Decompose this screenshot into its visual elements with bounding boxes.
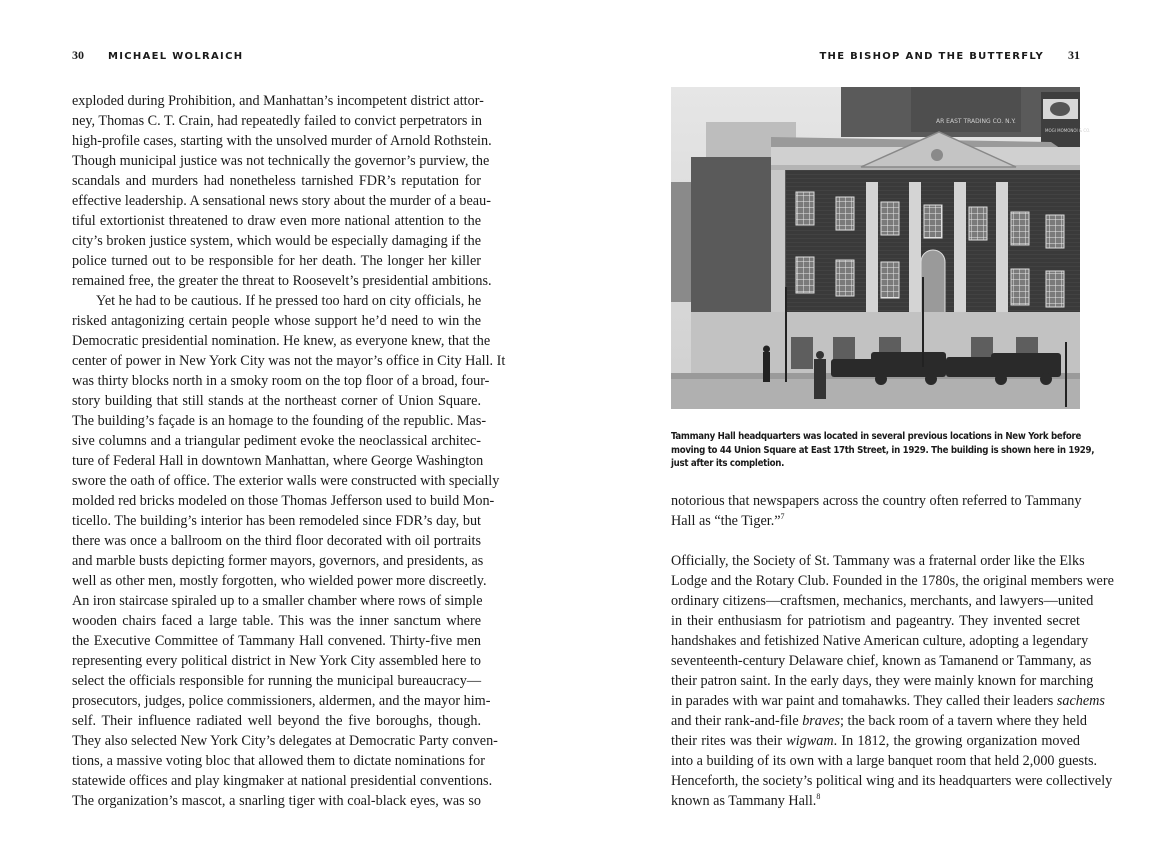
text-line: exploded during Prohibition, and Manhattan’s incompetent district attor-	[72, 93, 484, 109]
text-line: their patron saint. In the early days, they were mainly known for marching	[671, 673, 1094, 689]
italic-term-wigwam: wigwam	[786, 733, 834, 749]
footnote-marker-7[interactable]: 7	[780, 512, 785, 521]
building-illustration	[671, 87, 1091, 409]
text-line: An iron staircase spiraled up to a smaller chamber where rows of simple	[72, 593, 483, 609]
text-line: swore the oath of office. The exterior walls were constructed with specially	[72, 473, 500, 489]
footnote-marker-8[interactable]: 8	[816, 792, 821, 801]
italic-term-sachems: sachems	[1056, 693, 1105, 709]
text-line: center of power in New York City was not the mayor’s office in City Hall. It	[72, 353, 506, 369]
sign-trading-co: AR EAST TRADING CO. N.Y.	[936, 118, 1016, 125]
text-line: police turned out to be responsible for her death. The longer her killer	[72, 253, 481, 269]
text-line: in their enthusiasm for patriotism and pageantry. They invented secret	[671, 613, 1080, 629]
text-line	[671, 711, 1088, 731]
text-run: . In 1812, the growing organization moved	[833, 733, 1080, 749]
text-run: in parades with war paint and tomahawks. They called their leaders	[671, 693, 1057, 709]
right-page	[671, 0, 1114, 864]
right-running-head	[819, 48, 1080, 63]
running-head-book-title: THE BISHOP AND THE BUTTERFLY	[819, 51, 1044, 62]
text-line: Yet he had to be cautious. If he pressed too hard on city officials, he	[96, 293, 482, 309]
text-line: tions, a massive voting bloc that allowed them to dictate nominations for	[72, 753, 485, 769]
text-line: story building that still stands at the northeast corner of Union Square.	[72, 393, 481, 409]
text-line: The organization’s mascot, a snarling tiger with coal-black eyes, was so	[72, 793, 481, 809]
text-line: ney, Thomas C. T. Crain, had repeatedly failed to convict perpetrators in	[72, 113, 482, 129]
text-line: handshakes and fetishized Native American culture, adopting a legendary	[671, 633, 1089, 649]
text-line: wooden chairs faced a large table. This was the inner sanctum where	[72, 613, 481, 629]
page-number-left: 30	[72, 48, 84, 62]
text-run: known as Tammany Hall.	[671, 793, 817, 809]
tammany-hall-photo	[671, 87, 1091, 409]
left-running-head	[72, 48, 243, 63]
left-page	[72, 0, 506, 864]
text-line: ordinary citizens—craftsmen, mechanics, merchants, and lawyers—united	[671, 593, 1094, 609]
text-line: Henceforth, the society’s political wing and its headquarters were collectively	[671, 773, 1113, 789]
officially-paragraph	[671, 551, 1114, 811]
text-line: Hall as “the Tiger.”$^7$	[671, 512, 785, 529]
italic-term-braves: braves	[802, 713, 841, 729]
page-number-right: 31	[1068, 48, 1080, 62]
running-head-author: MICHAEL WOLRAICH	[108, 51, 244, 62]
text-line: representing every political district in New York City assembled here to	[72, 653, 481, 669]
text-line: select the officials responsible for running the municipal bureaucracy—	[72, 673, 481, 689]
text-line: the Executive Committee of Tammany Hall convened. Thirty-five men	[72, 633, 481, 649]
text-line: city’s broken justice system, which would be especially damaging if the	[72, 233, 481, 249]
caption-line: Tammany Hall headquarters was located in several previous locations in New York before	[671, 431, 1082, 442]
left-body-text	[72, 91, 506, 811]
text-line	[671, 731, 1080, 751]
text-line	[671, 691, 1105, 711]
text-line: seventeenth-century Delaware chief, known as Tamanend or Tammany, as	[671, 653, 1092, 669]
text-line: notorious that newspapers across the country often referred to Tammany	[671, 493, 1082, 509]
text-line: statewide offices and play kingmaker at national presidential conventions.	[72, 773, 493, 789]
text-run: and their rank-and-file	[671, 713, 803, 729]
text-line: into a building of its own with a large banquet room that held 2,000 guests.	[671, 753, 1098, 769]
caption-line: just after its completion.	[671, 458, 785, 469]
text-line: ture of Federal Hall in downtown Manhattan, where George Washington	[72, 453, 484, 469]
text-line: ticello. The building’s interior has been remodeled since FDR’s day, but	[72, 513, 481, 529]
text-line: sive columns and a triangular pediment evoke the neoclassical architec-	[72, 433, 481, 449]
text-line: They also selected New York City’s delegates at Democratic Party conven-	[72, 733, 498, 749]
caption-line: moving to 44 Union Square at East 17th Street, in 1929. The building is shown here in 1929,	[671, 444, 1095, 456]
text-line: Democratic presidential nomination. He knew, as everyone knew, that the	[72, 333, 491, 349]
text-line: molded red bricks modeled on those Thomas Jefferson used to build Mon-	[72, 493, 495, 509]
text-run: ; the back room of a tavern where they held	[840, 713, 1088, 729]
text-line: Officially, the Society of St. Tammany was a fraternal order like the Elks	[671, 553, 1085, 569]
sign-momonoi: MOGI MOMONOI & CO.	[1045, 128, 1091, 133]
text-line: tiful extortionist threatened to draw even more national attention to the	[72, 213, 481, 229]
text-line: was thirty blocks north in a smoky room on the top floor of a broad, four-	[72, 373, 490, 389]
text-line: and marble busts depicting former mayors, governors, and presidents, as	[72, 553, 484, 569]
text-run: their rites was their	[671, 733, 787, 749]
photo-caption	[671, 430, 1095, 471]
text-line: Lodge and the Rotary Club. Founded in the 1780s, the original members were	[671, 573, 1114, 589]
text-line: there was once a ballroom on the third floor decorated with oil portraits	[72, 533, 481, 549]
text-line	[671, 791, 1080, 811]
continuation-text	[671, 491, 1080, 531]
text-line: risked antagonizing certain people whose support he’d need to win the	[72, 313, 481, 329]
text-line: high-profile cases, starting with the unsolved murder of Arnold Rothstein.	[72, 133, 492, 149]
text-line: prosecutors, judges, police commissioners, aldermen, and the mayor him-	[72, 693, 491, 709]
text-line: Though municipal justice was not technically the governor’s purview, the	[72, 153, 490, 169]
text-line: remained free, the greater the threat to Roosevelt’s presidential ambitions.	[72, 273, 492, 289]
text-line: effective leadership. A sensational news story about the murder of a beau-	[72, 193, 491, 209]
text-line: self. Their influence radiated well beyond the five boroughs, though.	[72, 713, 481, 729]
text-line: scandals and murders had nonetheless tarnished FDR’s reputation for	[72, 173, 481, 189]
text-line: The building’s façade is an homage to the founding of the republic. Mas-	[72, 413, 487, 429]
text-line: well as other men, mostly forgotten, who wielded power more discreetly.	[72, 573, 487, 589]
